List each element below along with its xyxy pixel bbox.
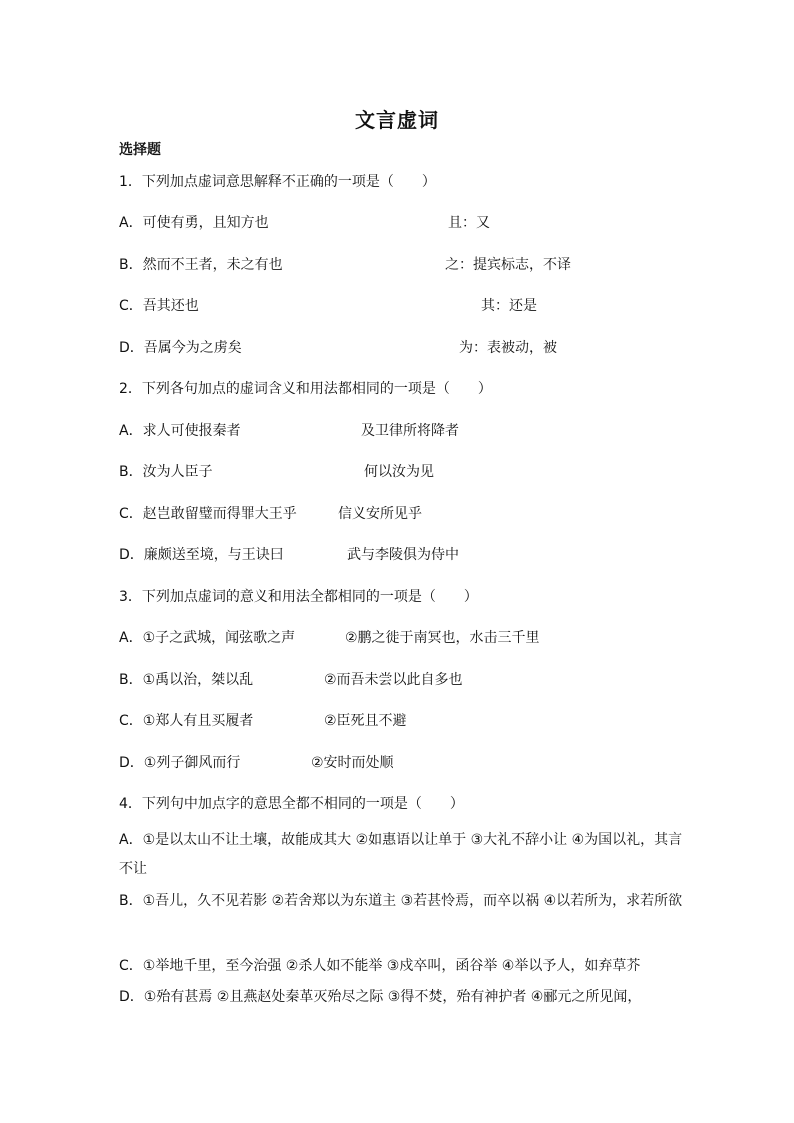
- q3-option-d: D．①列子御风而行: [119, 755, 241, 771]
- q1-stem: 1．下列加点虚词意思解释不正确的一项是（ ）: [119, 174, 436, 190]
- q4-option-d: D．①殆有甚焉 ②且燕赵处秦革灭殆尽之际 ③得不焚，殆有神护者 ④郦元之所见闻，: [119, 989, 642, 1005]
- q1-option-d-explain: 为：表被动，被: [459, 340, 557, 356]
- q3-stem: 3．下列加点虚词的意义和用法全都相同的一项是（ ）: [119, 589, 478, 605]
- page-title: 文言虚词: [355, 108, 439, 132]
- q4-option-a: A．①是以太山不让土壤，故能成其大 ②如惠语以让单于 ③大礼不辞小让 ④为国以礼，其言不让: [119, 832, 683, 877]
- q2-option-b: B．汝为人臣子: [119, 464, 213, 480]
- q1-option-c: C．吾其还也: [119, 298, 199, 314]
- q4-stem: 4．下列句中加点字的意思全都不相同的一项是（ ）: [119, 796, 464, 812]
- q3-option-a-second: ②鹏之徙于南冥也，水击三千里: [345, 630, 540, 646]
- q3-option-b-second: ②而吾未尝以此自多也: [324, 672, 463, 688]
- q1-option-c-explain: 其：还是: [481, 298, 537, 314]
- q1-option-d: D．吾属今为之虏矣: [119, 340, 242, 356]
- q2-option-c: C．赵岂敢留璧而得罪大王乎: [119, 506, 297, 522]
- q2-stem: 2．下列各句加点的虚词含义和用法都相同的一项是（ ）: [119, 381, 492, 397]
- q2-option-a: A．求人可使报秦者: [119, 423, 241, 439]
- q2-option-d: D．廉颇送至境，与王诀曰: [119, 547, 284, 563]
- section-heading: 选择题: [119, 142, 161, 158]
- q1-option-a-explain: 且：又: [448, 215, 490, 231]
- q3-option-b: B．①禹以治，桀以乱: [119, 672, 254, 688]
- q1-option-a: A．可使有勇，且知方也: [119, 215, 269, 231]
- q4-option-b: B．①吾儿，久不见若影 ②若舍郑以为东道主 ③若甚怜焉，而卒以祸 ④以若所为，求若所欲: [119, 893, 683, 909]
- q1-option-b-explain: 之：提宾标志，不译: [445, 257, 571, 273]
- q4-option-c: C．①举地千里，至今治强 ②杀人如不能举 ③戍卒叫，函谷举 ④举以予人，如弃草芥: [119, 958, 641, 974]
- q2-option-a-compare: 及卫律所将降者: [361, 423, 459, 439]
- q3-option-a: A．①子之武城，闻弦歌之声: [119, 630, 296, 646]
- q2-option-d-compare: 武与李陵俱为侍中: [347, 547, 459, 563]
- q2-option-c-compare: 信义安所见乎: [338, 506, 422, 522]
- q2-option-b-compare: 何以汝为见: [364, 464, 434, 480]
- q3-option-c-second: ②臣死且不避: [324, 713, 407, 729]
- q3-option-c: C．①郑人有且买履者: [119, 713, 254, 729]
- q3-option-d-second: ②安时而处顺: [311, 755, 394, 771]
- q1-option-b: B．然而不王者，未之有也: [119, 257, 283, 273]
